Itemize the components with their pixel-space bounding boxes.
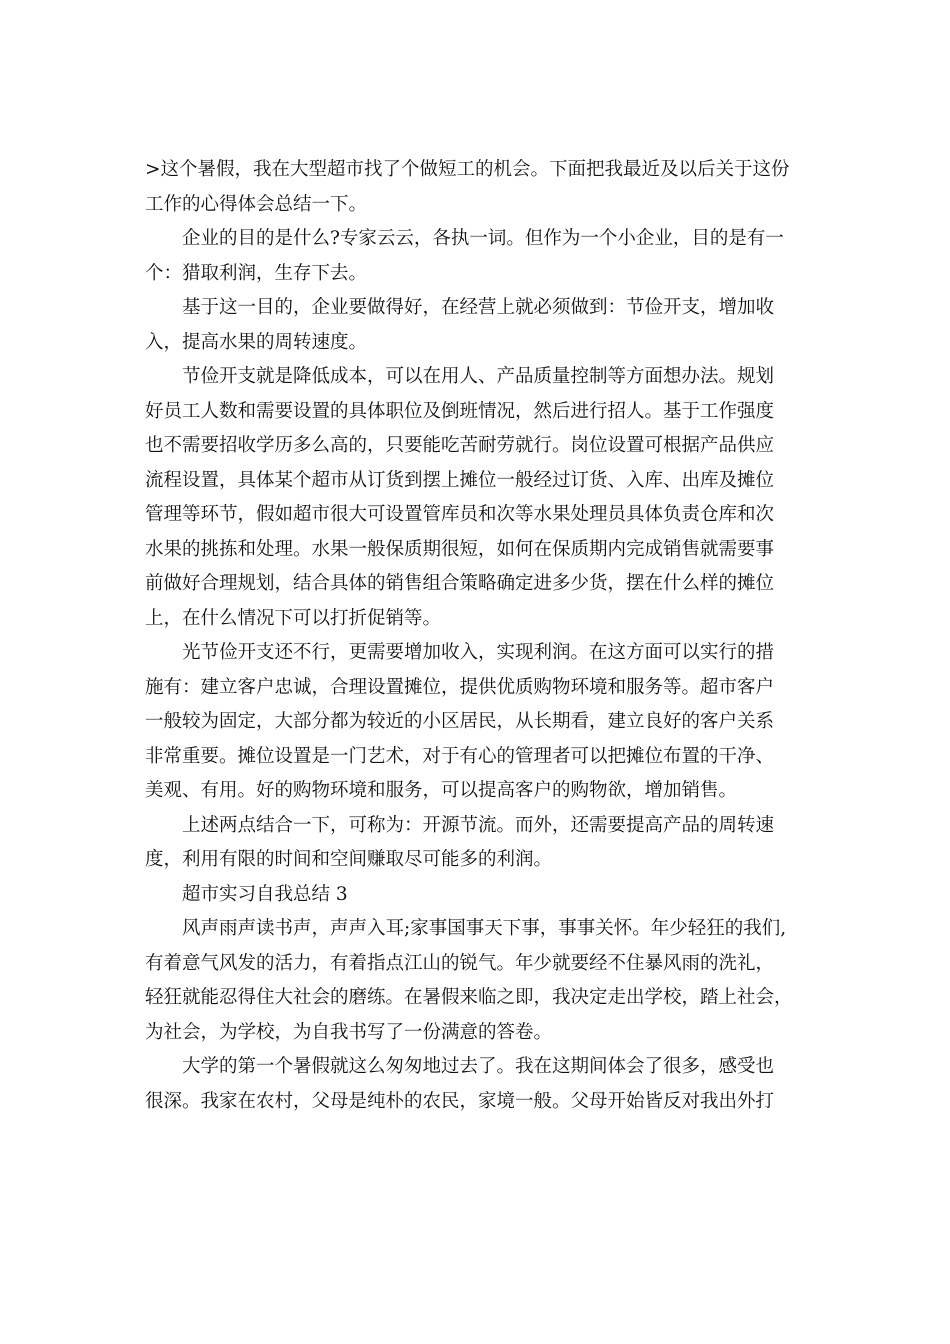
text-line: 有着意气风发的活力，有着指点江山的锐气。年少就要经不住暴风雨的洗礼， <box>145 952 775 974</box>
text-line: 很深。我家在农村，父母是纯朴的农民，家境一般。父母开始皆反对我出外打 <box>145 1090 775 1112</box>
paragraph-start-line: 节俭开支就是降低成本，可以在用人、产品质量控制等方面想办法。规划 <box>182 366 775 387</box>
text-line: 管理等环节，假如超市很大可设置管库员和次等水果处理员具体负责仓库和次 <box>145 504 775 525</box>
text-line: 前做好合理规划，结合具体的销售组合策略确定进多少货，摆在什么样的摊位 <box>145 573 775 594</box>
text-line: 一般较为固定，大部分都为较近的小区居民，从长期看，建立良好的客户关系 <box>145 711 775 732</box>
text-line: >这个暑假，我在大型超市找了个做短工的机会。下面把我最近及以后关于这份 <box>145 159 790 180</box>
text-line: 好员工人数和需要设置的具体职位及倒班情况，然后进行招人。基于工作强度 <box>145 400 775 422</box>
paragraph-start-line: 企业的目的是什么?专家云云，各执一词。但作为一个小企业，目的是有一 <box>182 228 784 249</box>
text-line: 工作的心得体会总结一下。 <box>145 193 368 215</box>
text-line: 入，提高水果的周转速度。 <box>145 331 368 353</box>
text-line: 轻狂就能忍得住大社会的磨练。在暑假来临之即，我决定走出学校，踏上社会， <box>145 987 793 1008</box>
text-line: 非常重要。摊位设置是一门艺术，对于有心的管理者可以把摊位布置的干净、 <box>145 745 775 767</box>
text-line: 为社会，为学校，为自我书写了一份满意的答卷。 <box>145 1021 553 1043</box>
text-line: 水果的挑拣和处理。水果一般保质期很短，如何在保质期内完成销售就需要事 <box>145 538 775 560</box>
paragraph-start-line: 光节俭开支还不行，更需要增加收入，实现利润。在这方面可以实行的措 <box>182 642 775 663</box>
text-line: 流程设置，具体某个超市从订货到摆上摊位一般经过订货、入库、出库及摊位 <box>145 469 775 491</box>
document-body <box>145 153 815 1119</box>
paragraph-start-line: 上述两点结合一下，可称为：开源节流。而外，还需要提高产品的周转速 <box>182 814 775 836</box>
text-line: 美观、有用。好的购物环境和服务，可以提高客户的购物欲，增加销售。 <box>145 780 738 801</box>
section-heading: 超市实习自我总结 3 <box>182 883 348 905</box>
paragraph-start-line: 风声雨声读书声，声声入耳;家事国事天下事，事事关怀。年少轻狂的我们, <box>182 918 787 939</box>
paragraph-start-line: 基于这一目的，企业要做得好，在经营上就必须做到：节俭开支，增加收 <box>182 297 775 318</box>
text-line: 个：猎取利润，生存下去。 <box>145 262 368 284</box>
text-line: 度，利用有限的时间和空间赚取尽可能多的利润。 <box>145 849 553 870</box>
text-line: 上，在什么情况下可以打折促销等。 <box>145 607 442 629</box>
text-line: 施有：建立客户忠诚，合理设置摊位，提供优质购物环境和服务等。超市客户 <box>145 676 775 698</box>
text-line: 也不需要招收学历多么高的，只要能吃苦耐劳就行。岗位设置可根据产品供应 <box>145 435 775 456</box>
paragraph-start-line: 大学的第一个暑假就这么匆匆地过去了。我在这期间体会了很多，感受也 <box>182 1056 775 1077</box>
